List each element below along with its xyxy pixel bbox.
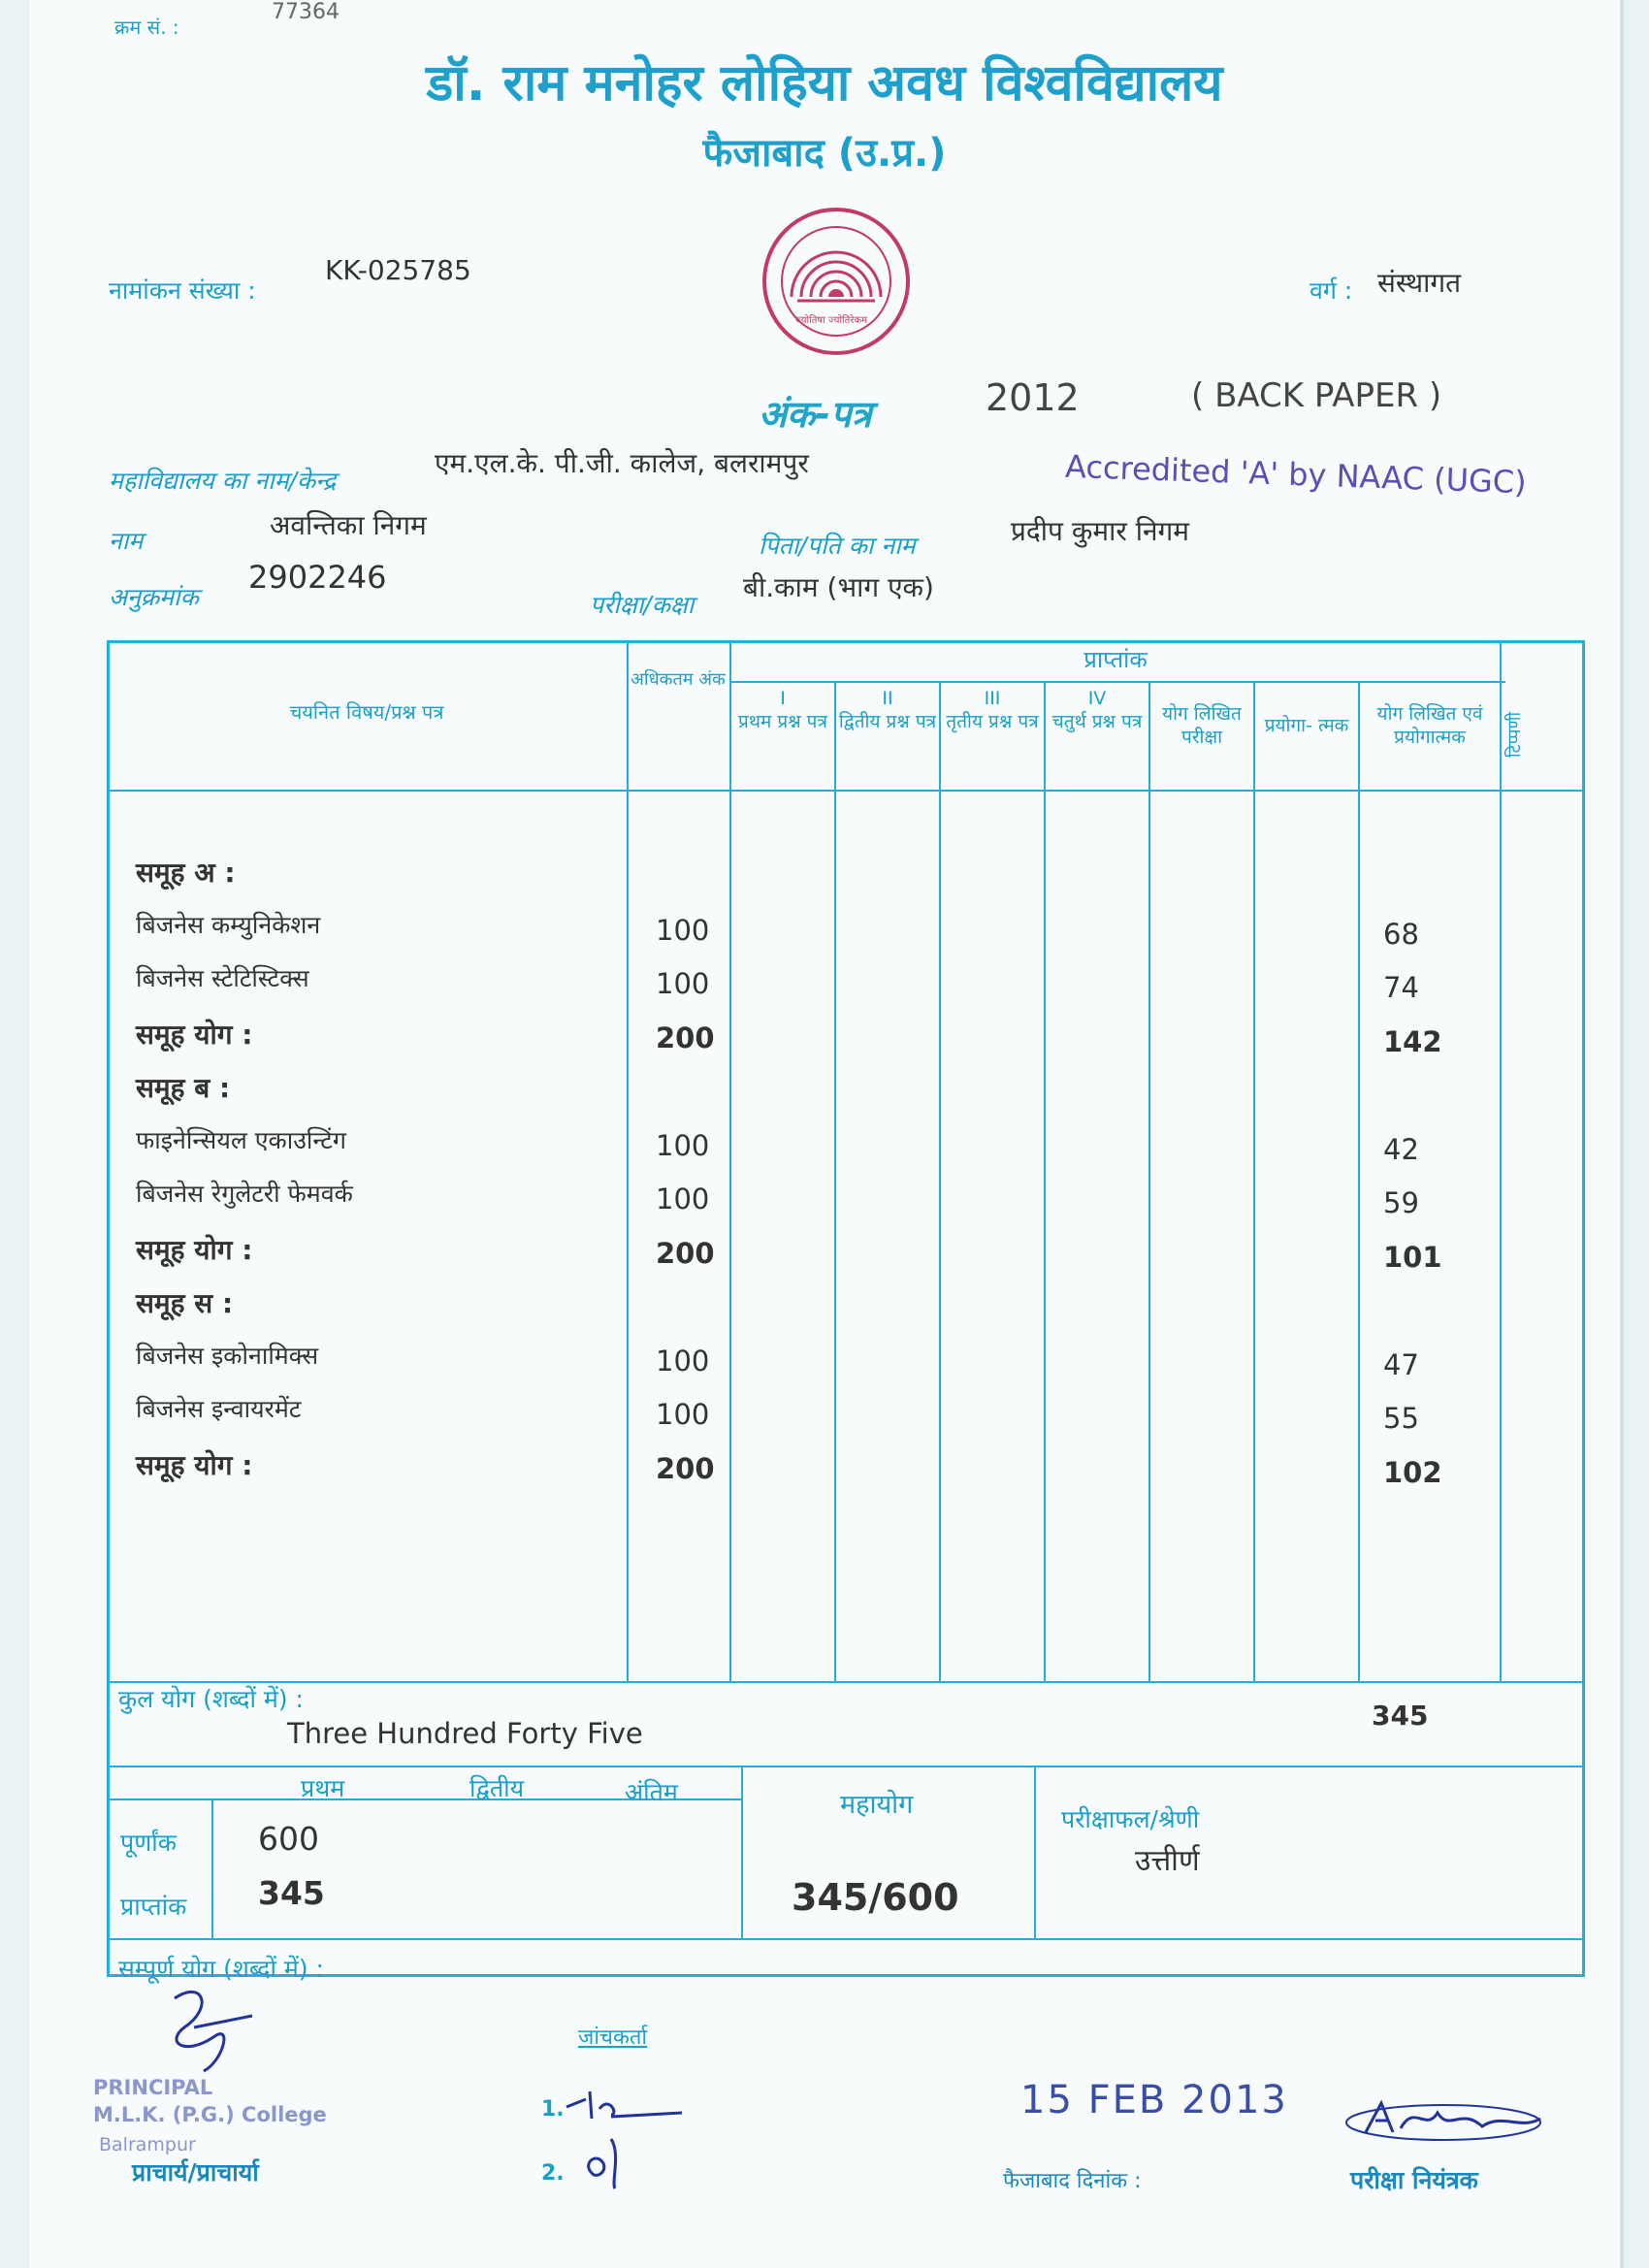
sub-header-2: II द्वितीय प्रश्न पत्र xyxy=(838,688,937,732)
name-label: नाम xyxy=(109,527,144,555)
sub-header-1: I प्रथम प्रश्न पत्र xyxy=(738,688,827,732)
row-subject: बिजनेस रेगुलेटरी फेमवर्क xyxy=(136,1180,353,1208)
row-max-marks: 100 xyxy=(656,913,710,947)
row-subject: बिजनेस स्टेटिस्टिक्स xyxy=(136,964,309,992)
row-subject: बिजनेस कम्युनिकेशन xyxy=(136,910,321,939)
col-line-5 xyxy=(1148,683,1150,1683)
row-subject: बिजनेस इन्वायरमेंट xyxy=(136,1395,302,1423)
result-value: उत्तीर्ण xyxy=(1135,1844,1200,1878)
max-marks-column-header: अधिकतम अंक xyxy=(630,669,726,690)
result-label: परीक्षाफल/श्रेणी xyxy=(1061,1805,1200,1833)
sub-header-7: योग लिखित एवं प्रयोगात्मक xyxy=(1376,703,1483,748)
subject-column-header: चयनित विषय/प्रश्न पत्र xyxy=(289,700,444,724)
enrolment-value: KK-025785 xyxy=(325,254,471,286)
row-total-marks: 47 xyxy=(1383,1347,1419,1381)
date-stamp: 15 FEB 2013 xyxy=(1020,2078,1288,2122)
row-subject: समूह स : xyxy=(136,1287,234,1319)
grand-total-label: महायोग xyxy=(840,1790,914,1820)
row-max-marks: 200 xyxy=(656,1236,715,1270)
checker-2-label: 2. xyxy=(541,2161,565,2186)
row-subject: समूह योग : xyxy=(136,1448,253,1481)
row-subject: समूह योग : xyxy=(136,1233,253,1266)
col-line-7 xyxy=(1358,683,1360,1683)
summary-line-c xyxy=(1034,1766,1036,1938)
row-total-marks: 101 xyxy=(1383,1240,1442,1274)
total-words-value: Three Hundred Forty Five xyxy=(287,1717,643,1750)
exam-label: परीक्षा/कक्षा xyxy=(590,591,695,619)
enrolment-label: नामांकन संख्या : xyxy=(109,276,256,305)
seal-motto: ज्योतिषा ज्योतिरेकम xyxy=(795,315,868,326)
full-marks-label: पूर्णांक xyxy=(120,1829,177,1857)
row-subject: समूह ब : xyxy=(136,1072,231,1104)
sub-header-6: प्रयोगा- त्मक xyxy=(1264,715,1349,736)
principal-stamp-line-2: M.L.K. (P.G.) College xyxy=(93,2103,327,2126)
table-header-line xyxy=(107,790,1582,792)
row-max-marks: 200 xyxy=(656,1021,715,1054)
university-name: डॉ. राम मनोहर लोहिया अवध विश्वविद्यालय xyxy=(426,54,1223,113)
naac-accreditation-stamp: Accredited 'A' by NAAC (UGC) xyxy=(1064,447,1528,502)
col-line-4 xyxy=(1044,683,1046,1683)
marksheet-label: अंक-पत्र xyxy=(759,393,872,436)
exam-value: बी.काम (भाग एक) xyxy=(743,571,934,603)
col-line-max xyxy=(627,640,629,1683)
col-line-remarks xyxy=(1500,640,1502,1683)
sub-header-5: योग लिखित परीक्षा xyxy=(1162,703,1242,748)
principal-stamp-line-1: PRINCIPAL xyxy=(93,2076,213,2099)
father-value: प्रदीप कुमार निगम xyxy=(1011,515,1190,547)
university-city: फैजाबाद (उ.प्र.) xyxy=(702,131,947,176)
row-max-marks: 100 xyxy=(656,1398,710,1431)
total-row-line xyxy=(107,1681,1582,1683)
paper-type: ( BACK PAPER ) xyxy=(1191,376,1442,415)
col-line-2 xyxy=(834,683,836,1683)
university-seal xyxy=(759,204,914,359)
summary-bottom-line xyxy=(107,1938,1582,1940)
row-subject: समूह अ : xyxy=(136,857,236,889)
checker-1-signature-icon xyxy=(561,2086,687,2124)
checker-1-label: 1. xyxy=(541,2097,565,2122)
summary-final-header: अंतिम xyxy=(625,1778,678,1806)
exam-year: 2012 xyxy=(986,376,1080,419)
obtained-column-header: प्राप्तांक xyxy=(1083,646,1148,673)
row-total-marks: 102 xyxy=(1383,1455,1442,1489)
row-total-marks: 74 xyxy=(1383,971,1419,1004)
row-total-marks: 59 xyxy=(1383,1186,1419,1219)
obtained-label: प्राप्तांक xyxy=(120,1893,187,1921)
col-line-1 xyxy=(729,640,731,1683)
row-subject: बिजनेस इकोनामिक्स xyxy=(136,1341,319,1370)
college-label: महाविद्यालय का नाम/केन्द्र xyxy=(109,467,337,495)
father-label: पिता/पति का नाम xyxy=(759,532,916,560)
checker-label: जांचकर्ता xyxy=(578,2025,648,2050)
summary-first-header: प्रथम xyxy=(301,1774,345,1802)
col-line-6 xyxy=(1253,683,1255,1683)
row-total-marks: 55 xyxy=(1383,1402,1419,1435)
obtained-header-line xyxy=(729,681,1505,683)
total-words-label: कुल योग (शब्दों में) : xyxy=(118,1685,304,1713)
category-label: वर्ग : xyxy=(1310,276,1353,305)
remarks-column-header: टिप्पणी xyxy=(1504,711,1525,758)
serial-label: क्रम सं. : xyxy=(114,16,179,39)
controller-label: परीक्षा नियंत्रक xyxy=(1350,2166,1478,2194)
college-value: एम.एल.के. पी.जी. कालेज, बलरामपुर xyxy=(435,447,809,479)
row-total-marks: 42 xyxy=(1383,1132,1419,1166)
row-max-marks: 100 xyxy=(656,1128,710,1162)
sub-header-3: III तृतीय प्रश्न पत्र xyxy=(946,688,1039,732)
serial-value: 77364 xyxy=(272,0,340,24)
controller-signature-icon xyxy=(1337,2093,1569,2152)
principal-stamp-line-3: Balrampur xyxy=(99,2134,196,2155)
grand-total-value: 345/600 xyxy=(792,1876,959,1919)
obtained-value: 345 xyxy=(258,1874,325,1912)
principal-label: प्राचार्य/प्राचार्या xyxy=(132,2158,259,2187)
roll-value: 2902246 xyxy=(248,559,387,596)
summary-line-b xyxy=(741,1766,743,1938)
full-marks-value: 600 xyxy=(258,1820,319,1858)
row-max-marks: 100 xyxy=(656,967,710,1000)
summary-top-line xyxy=(107,1766,1582,1767)
sub-header-4: IV चतुर्थ प्रश्न पत्र xyxy=(1051,688,1143,732)
name-value: अवन्तिका निगम xyxy=(270,509,427,541)
col-line-3 xyxy=(939,683,941,1683)
summary-second-header: द्वितीय xyxy=(469,1774,525,1802)
total-value: 345 xyxy=(1372,1700,1429,1732)
grand-words-label: सम्पूर्ण योग (शब्दों में) : xyxy=(118,1955,324,1983)
principal-signature-icon xyxy=(146,1979,272,2086)
row-max-marks: 100 xyxy=(656,1344,710,1377)
date-label: फैजाबाद दिनांक : xyxy=(1003,2169,1142,2193)
row-total-marks: 142 xyxy=(1383,1024,1442,1058)
checker-2-signature-icon xyxy=(582,2134,640,2192)
roll-label: अनुक्रमांक xyxy=(109,583,199,611)
category-value: संस्थागत xyxy=(1377,267,1462,299)
row-max-marks: 200 xyxy=(656,1451,715,1485)
row-total-marks: 68 xyxy=(1383,917,1419,951)
summary-line-a xyxy=(211,1800,213,1938)
row-subject: समूह योग : xyxy=(136,1018,253,1051)
row-subject: फाइनेन्सियल एकाउन्टिंग xyxy=(136,1125,346,1154)
marksheet-page xyxy=(29,0,1624,2268)
row-max-marks: 100 xyxy=(656,1183,710,1215)
